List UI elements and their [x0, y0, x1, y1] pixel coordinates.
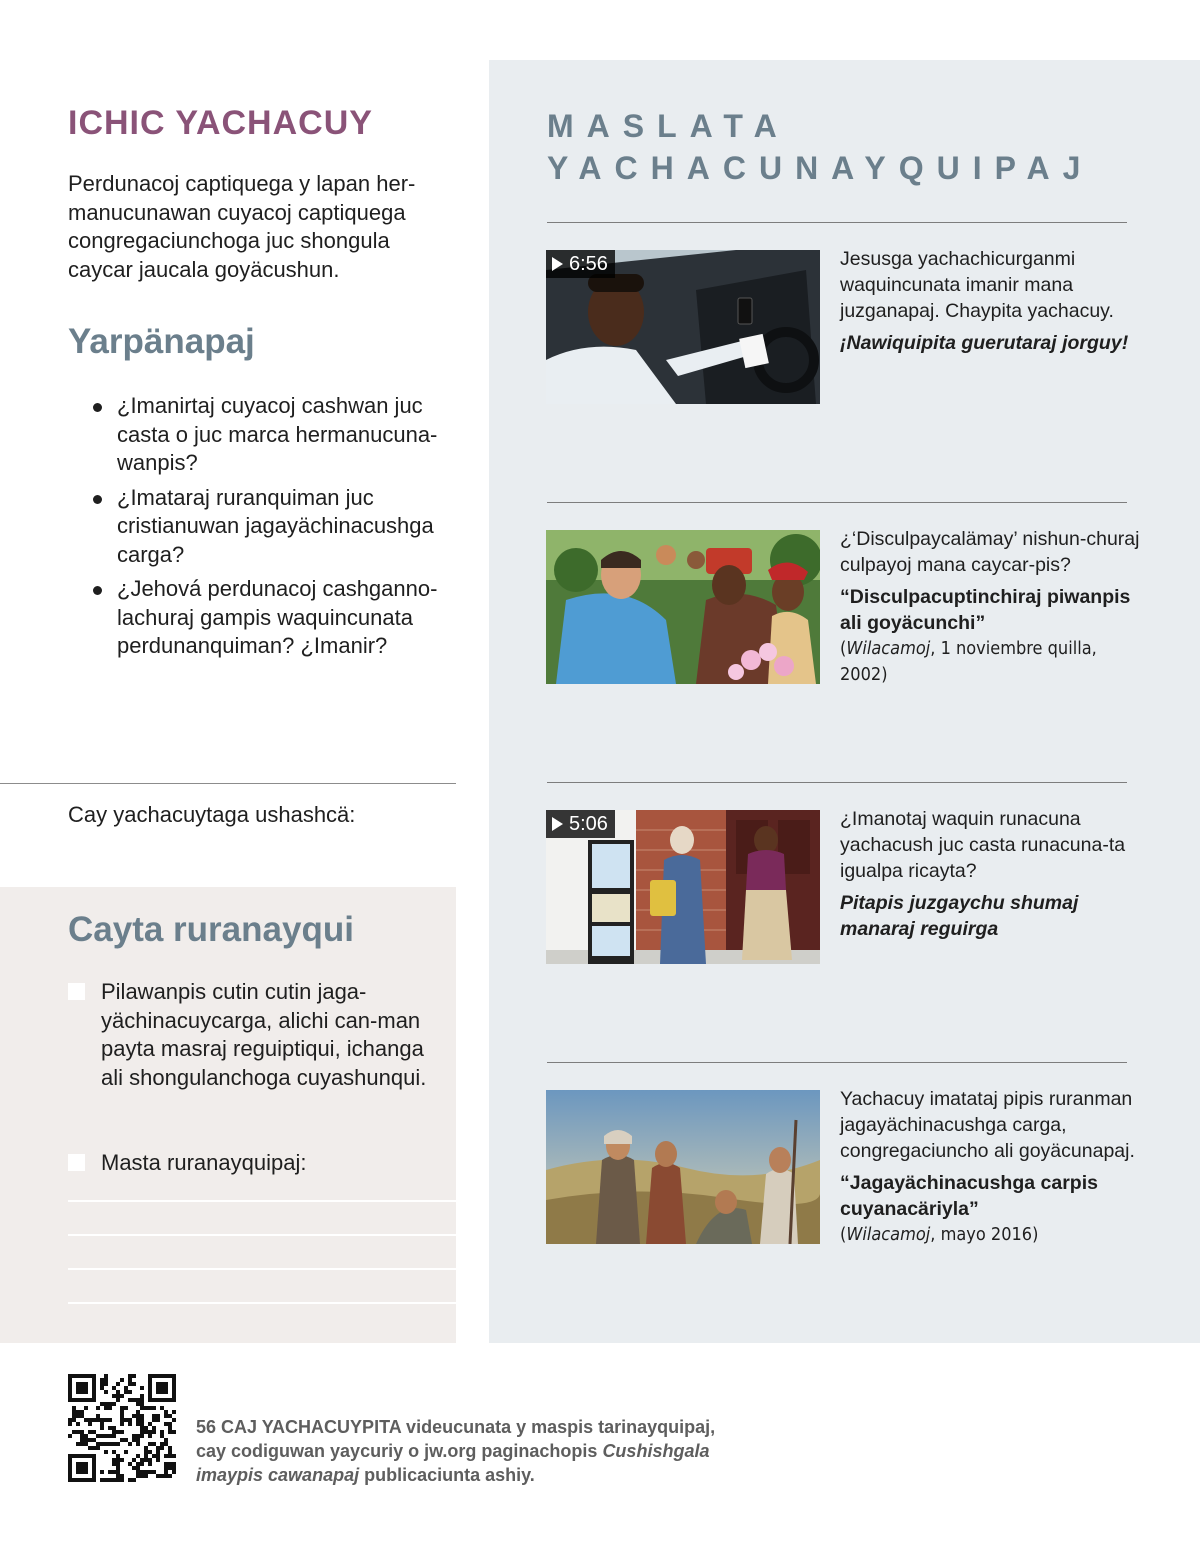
video-duration: 5:06	[569, 813, 608, 835]
review-question	[93, 575, 458, 661]
footer-line3b: publicaciunta ashiy.	[359, 1465, 535, 1485]
divider	[547, 782, 1127, 783]
goal-checkbox[interactable]	[68, 983, 85, 1000]
writing-line[interactable]	[68, 1268, 456, 1270]
explore-item-text	[840, 246, 1140, 356]
footer-line3a: imaypis cawanapaj	[196, 1465, 360, 1485]
video-duration: 6:56	[569, 253, 608, 275]
explore-item-description: Yachacuy imatataj pipis ruranman jagayächinacushga carga, congregaciuncho ali goyäcunapaj.	[840, 1088, 1135, 1162]
explore-item-link[interactable]: ¡Nawiquipita guerutaraj jorguy!	[840, 332, 1129, 354]
writing-line[interactable]	[68, 1234, 456, 1236]
review-question-text: ¿Imataraj ruranquiman juc cristianuwan jagayächinacushga carga?	[117, 484, 434, 567]
publication-name: Wilacamoj	[846, 638, 931, 659]
play-icon	[552, 257, 563, 271]
qr-code-icon[interactable]	[68, 1374, 176, 1482]
review-question	[93, 392, 458, 478]
review-questions	[93, 392, 458, 667]
publication-date: , 1 noviembre quilla, 2002)	[840, 638, 1097, 685]
explore-item-description: ¿Imanotaj waquin runacuna yachacush juc casta runacuna-ta igualpa ricayta?	[840, 808, 1126, 882]
video-thumbnail-car[interactable]	[546, 250, 820, 404]
footer-line2b: Cushishgala	[602, 1441, 710, 1461]
explore-item-description: ¿‘Disculpaycalämay’ nishun-churaj culpayoj mana caycar-pis?	[840, 528, 1140, 576]
review-question-text: ¿Jehová perdunacoj cashganno-lachuraj gampis waquincunata perdunanquiman? ¿Imanir?	[117, 576, 438, 658]
video-duration-badge	[546, 810, 615, 838]
article-thumbnail-apology[interactable]	[546, 530, 820, 684]
footer-note	[196, 1415, 756, 1487]
explore-item-text	[840, 1086, 1140, 1248]
goals-title: Cayta ruranayqui	[68, 910, 354, 949]
divider	[547, 222, 1127, 223]
bullet-icon	[93, 495, 102, 504]
greeting-scene-image	[546, 530, 820, 684]
review-title: Yarpänapaj	[68, 322, 255, 361]
review-question-text: ¿Imanirtaj cuyacoj cashwan juc casta o juc marca hermanucuna-wanpis?	[117, 393, 438, 475]
goal-text: Pilawanpis cutin cutin jaga-yächinacuycarga, alichi can-man payta masraj reguiptiqui, ichanga ali shongulanchoga cuyashunqui.	[101, 979, 427, 1090]
explore-item-link[interactable]: Pitapis juzgaychu shumaj manaraj reguirga	[840, 892, 1079, 940]
explore-item-reference: (Wilacamoj, 1 noviembre quilla, 2002)	[840, 638, 1097, 685]
video-thumbnail-witnessing[interactable]	[546, 810, 820, 964]
writing-line[interactable]	[68, 1200, 456, 1202]
goal-item	[68, 1149, 428, 1178]
divider	[547, 502, 1127, 503]
publication-date: , mayo 2016)	[930, 1224, 1039, 1245]
footer-line1: 56 CAJ YACHACUYPITA videucunata y maspis tarinayquipaj,	[196, 1417, 716, 1437]
goal-text: Masta ruranayquipaj:	[101, 1150, 307, 1175]
explore-item-description: Jesusga yachachicurganmi waquincunata imanir mana juzganapaj. Chaypita yachacuy.	[840, 248, 1114, 322]
publication-name: Wilacamoj	[846, 1224, 931, 1245]
writing-line[interactable]	[68, 1302, 456, 1304]
video-duration-badge	[546, 250, 615, 278]
goal-checkbox[interactable]	[68, 1154, 85, 1171]
review-question	[93, 484, 458, 570]
explore-item-reference: (Wilacamoj, mayo 2016)	[840, 1224, 1039, 1245]
bullet-icon	[93, 586, 102, 595]
explore-item-text	[840, 806, 1140, 942]
goal-item	[68, 978, 428, 1092]
divider	[547, 1062, 1127, 1063]
explore-title	[547, 105, 1093, 189]
footer-line2a: cay codiguwan yaycuriy o jw.org paginachopis	[196, 1441, 603, 1461]
goals-box	[0, 887, 456, 1343]
biblical-scene-image	[546, 1090, 820, 1244]
article-thumbnail-reconcile[interactable]	[546, 1090, 820, 1244]
divider	[0, 783, 456, 784]
explore-item-link[interactable]: “Disculpacuptinchiraj piwanpis ali goyäcunchi”	[840, 586, 1131, 634]
explore-item-link[interactable]: “Jagayächinacushga carpis cuyanacäriyla”	[840, 1172, 1098, 1220]
explore-title-line2: YACHACUNAYQUIPAJ	[547, 150, 1094, 186]
play-icon	[552, 817, 563, 831]
summary-title: ICHIC YACHACUY	[68, 104, 373, 142]
summary-text: Perdunacoj captiquega y lapan her-manucunawan cuyacoj captiquega congregaciunchoga juc shongula caycar jaucala goyäcushun.	[68, 171, 416, 282]
completed-label: Cay yachacuytaga ushashcä:	[68, 802, 356, 827]
bullet-icon	[93, 403, 102, 412]
explore-title-line1: MASLATA	[547, 108, 790, 144]
qr-code-graphic	[68, 1374, 176, 1482]
explore-item-text	[840, 526, 1140, 688]
